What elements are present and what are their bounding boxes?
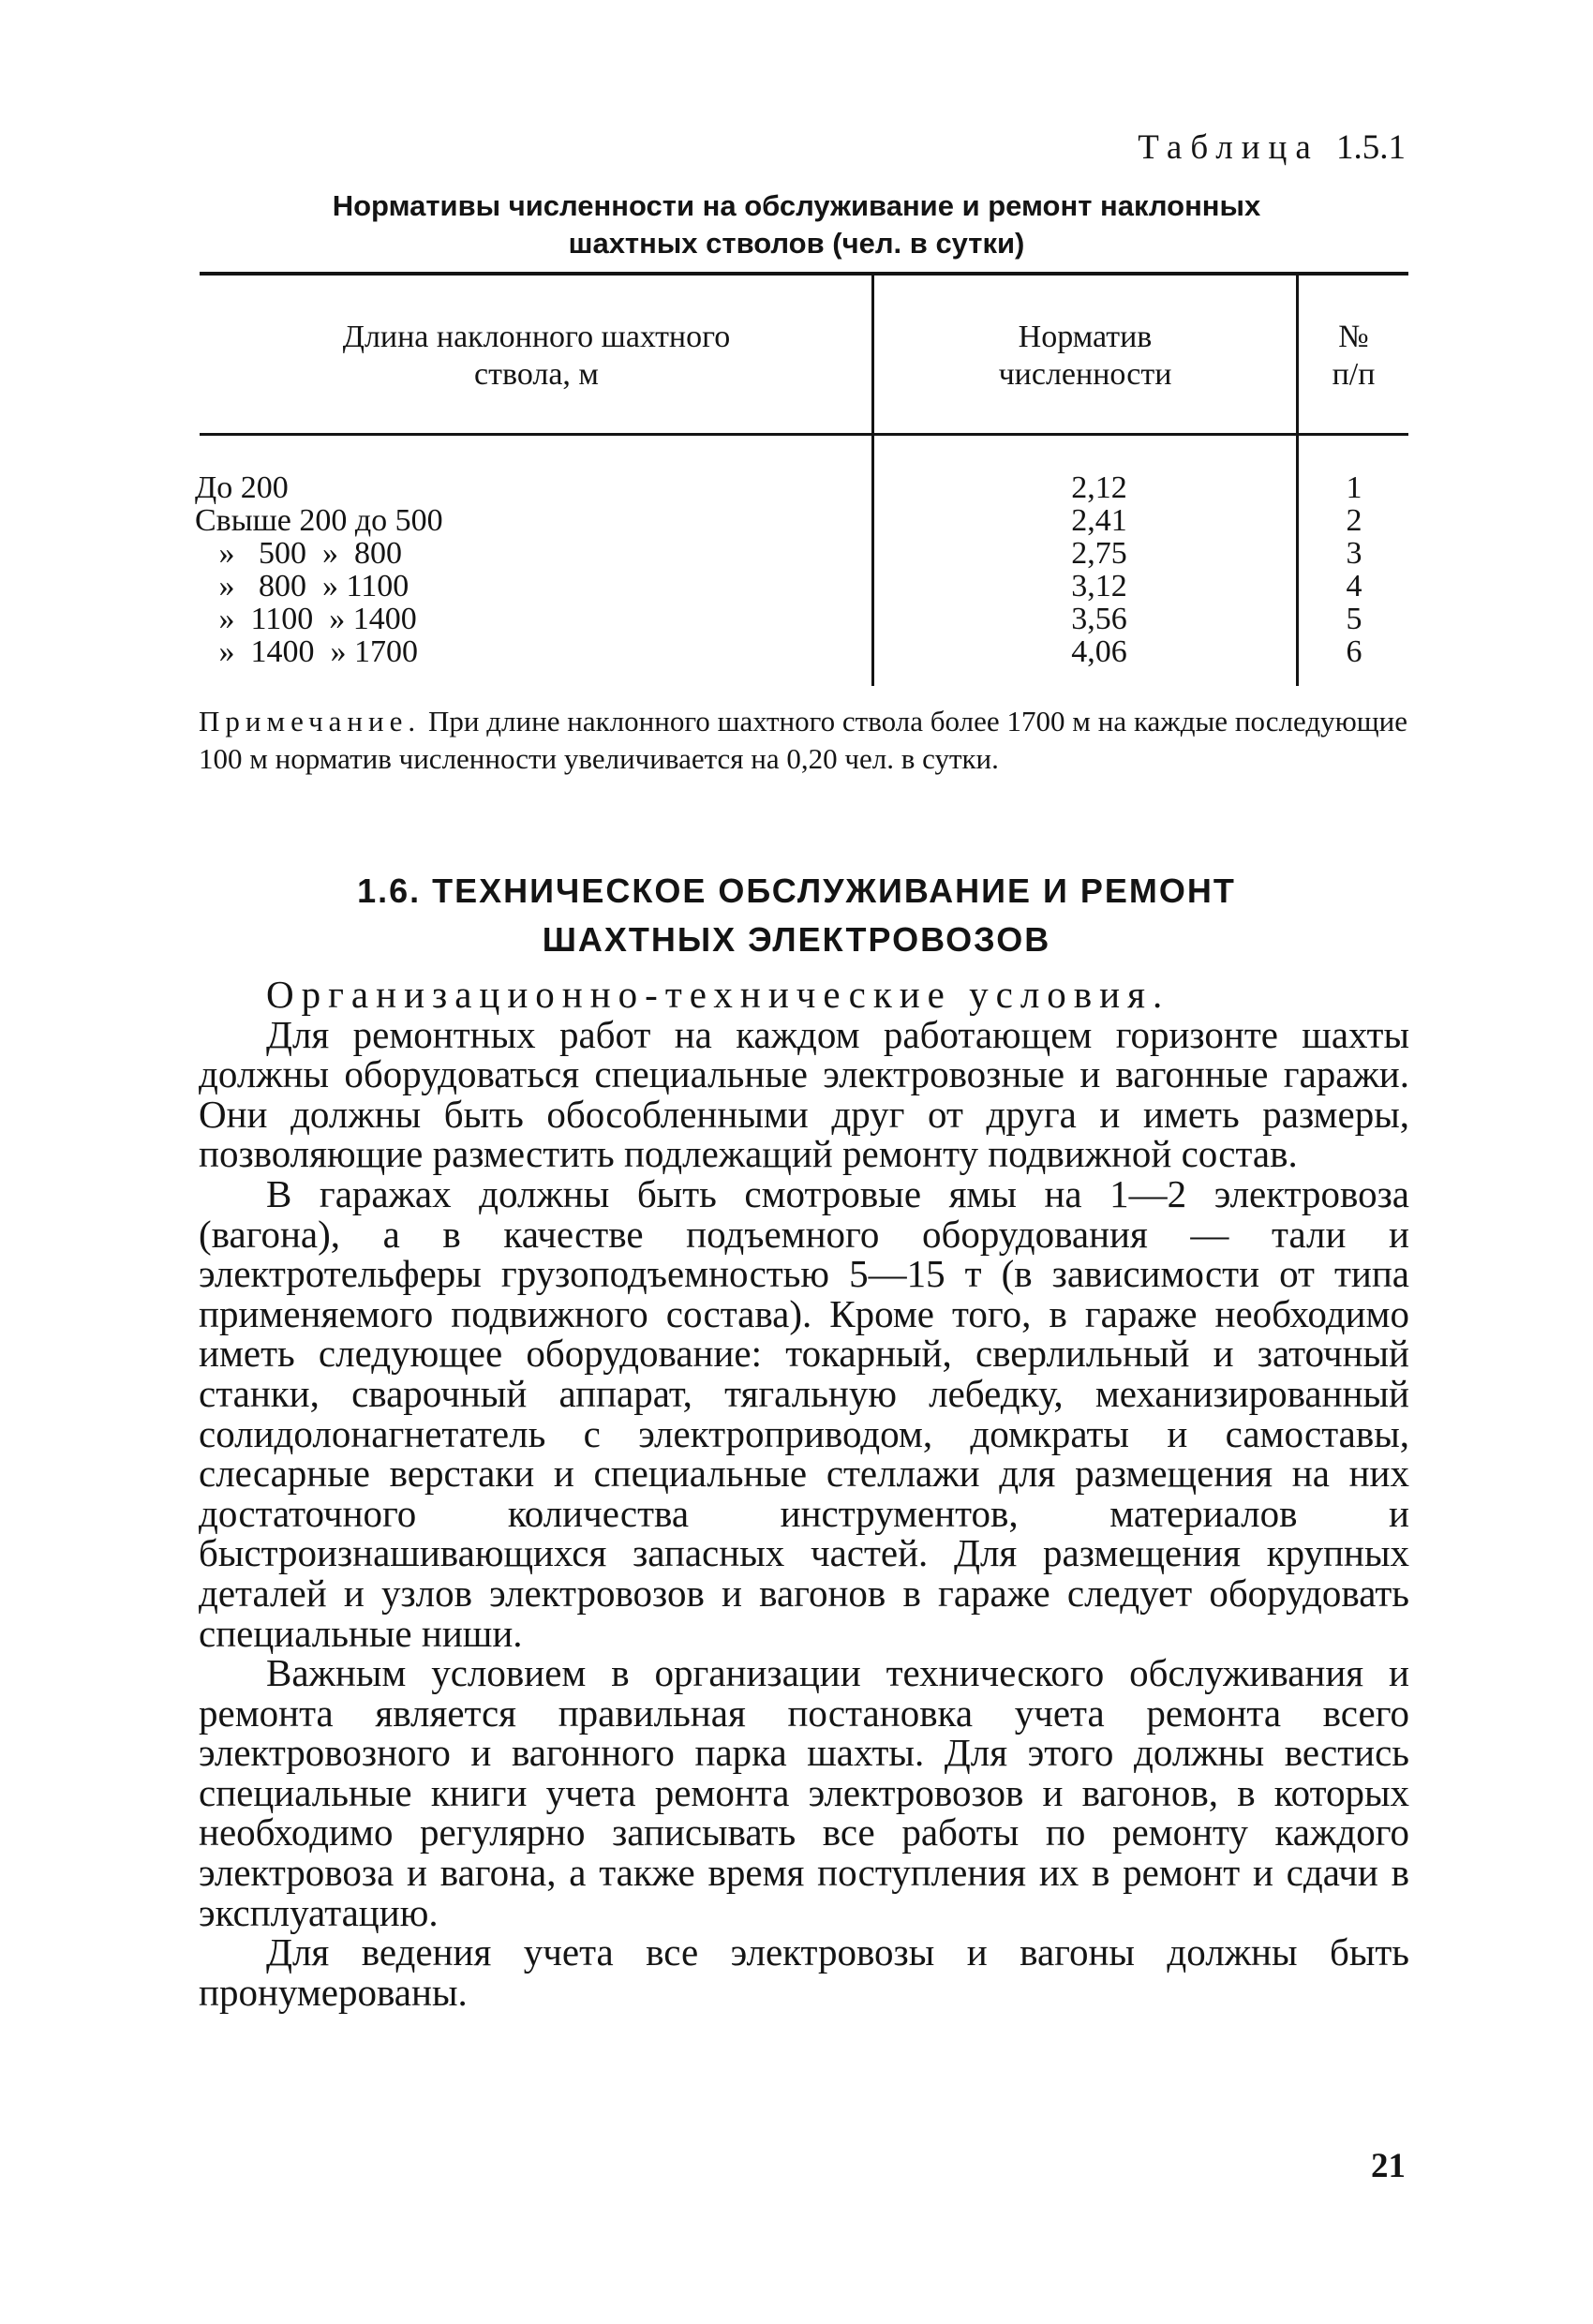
- section-title: [201, 867, 1392, 964]
- table-title-line2: шахтных стволов (чел. в сутки): [568, 227, 1025, 260]
- table-row-norm: 2,75: [1071, 536, 1127, 571]
- header-length-line2: ствола, м: [474, 357, 599, 392]
- page-number: 21: [1371, 2147, 1406, 2185]
- table-row-index: 1: [1346, 470, 1362, 505]
- note-text: При длине наклонного шахтного ствола более 1700 м на каждые последующие 100 м норматив численности увеличивается на 0,20 чел. в сутки.: [199, 705, 1407, 775]
- body-paragraph: В гаражах должны быть смотровые ямы на 1—2 электровоза (вагона), а в качестве подъемного оборудования — тали и электротельферы грузоподъемностью 5—15 т (в зависимости от типа применяемого подвижного состава). Кроме того, в гараже необходимо иметь следующее оборудование: токарный, сверлильный и заточный станки, сварочный аппарат, тягальную лебедку, механизированный солидолонагнетатель с электроприводом, домкраты и самоставы, слесарные верстаки и специальные стеллажи для размещения на них достаточного количества инструментов, материалов и быстроизнашивающихся запасных частей. Для размещения крупных деталей и узлов электровозов и вагонов в гараже следует оборудовать специальные ниши.: [199, 1171, 1409, 1655]
- table-label: [1031, 127, 1406, 168]
- body-paragraph: Важным условием в организации технического обслуживания и ремонта является правильная постановка учета ремонта всего электровозного и вагонного парка шахты. Для этого должны вестись специальные книги учета ремонта электровозов и вагонов, в которых необходимо регулярно записывать все работы по ремонту каждого электровоза и вагона, а также время поступления их в ремонт и сдачи в эксплуатацию.: [199, 1651, 1409, 1934]
- header-length: [201, 319, 871, 394]
- table-row-length: До 200: [195, 470, 289, 505]
- table-row-length: » 1100 » 1400: [195, 602, 417, 636]
- section-subhead: Организационно-технические условия.: [266, 973, 1170, 1016]
- section-title-line1: 1.6. ТЕХНИЧЕСКОЕ ОБСЛУЖИВАНИЕ И РЕМОНТ: [357, 872, 1236, 910]
- body-paragraph: Для ведения учета все электровозы и вагоны должны быть пронумерованы.: [199, 1930, 1409, 2014]
- table-row-length: » 500 » 800: [195, 536, 402, 571]
- table-row-index: 5: [1346, 602, 1362, 636]
- table-title-line1: Нормативы численности на обслуживание и ремонт наклонных: [332, 189, 1261, 222]
- section-body: [199, 975, 1409, 2012]
- table-label-number: 1.5.1: [1336, 128, 1406, 167]
- header-index-line1: №: [1338, 320, 1369, 354]
- header-norm-line1: Норматив: [1018, 320, 1153, 354]
- body-paragraph: Для ремонтных работ на каждом работающем горизонте шахты должны оборудоваться специальные электровозные и вагонные гаражи. Они должны быть обособленными друг от друга и иметь размеры, позволяющие разместить подлежащий ремонту подвижной состав.: [199, 1012, 1409, 1176]
- table-top-rule: [200, 272, 1408, 276]
- header-norm-line2: численности: [998, 357, 1172, 392]
- header-length-line1: Длина наклонного шахтного: [342, 320, 731, 354]
- table-row-length: » 800 » 1100: [195, 569, 409, 603]
- table-label-word: Таблица: [1138, 128, 1319, 167]
- header-norm: [874, 319, 1296, 394]
- table-row-norm: 4,06: [1071, 634, 1127, 669]
- table-row-index: 3: [1346, 536, 1362, 571]
- table-row-length: Свыше 200 до 500: [195, 503, 443, 538]
- note-label: Примечание.: [199, 705, 422, 737]
- header-index-line2: п/п: [1332, 357, 1376, 392]
- table-row-index: 4: [1346, 569, 1362, 603]
- table-row-index: 2: [1346, 503, 1362, 538]
- table-row-index: 6: [1346, 634, 1362, 669]
- table-title: [201, 187, 1392, 262]
- table-row-norm: 3,56: [1071, 602, 1127, 636]
- table-row-length: » 1400 » 1700: [195, 634, 418, 669]
- header-index: [1299, 319, 1408, 394]
- section-title-line2: ШАХТНЫХ ЭЛЕКТРОВОЗОВ: [542, 920, 1051, 959]
- table-note: [199, 703, 1407, 778]
- table-row-norm: 2,41: [1071, 503, 1127, 538]
- table-row-norm: 3,12: [1071, 569, 1127, 603]
- table-header-rule: [200, 433, 1408, 436]
- table-row-norm: 2,12: [1071, 470, 1127, 505]
